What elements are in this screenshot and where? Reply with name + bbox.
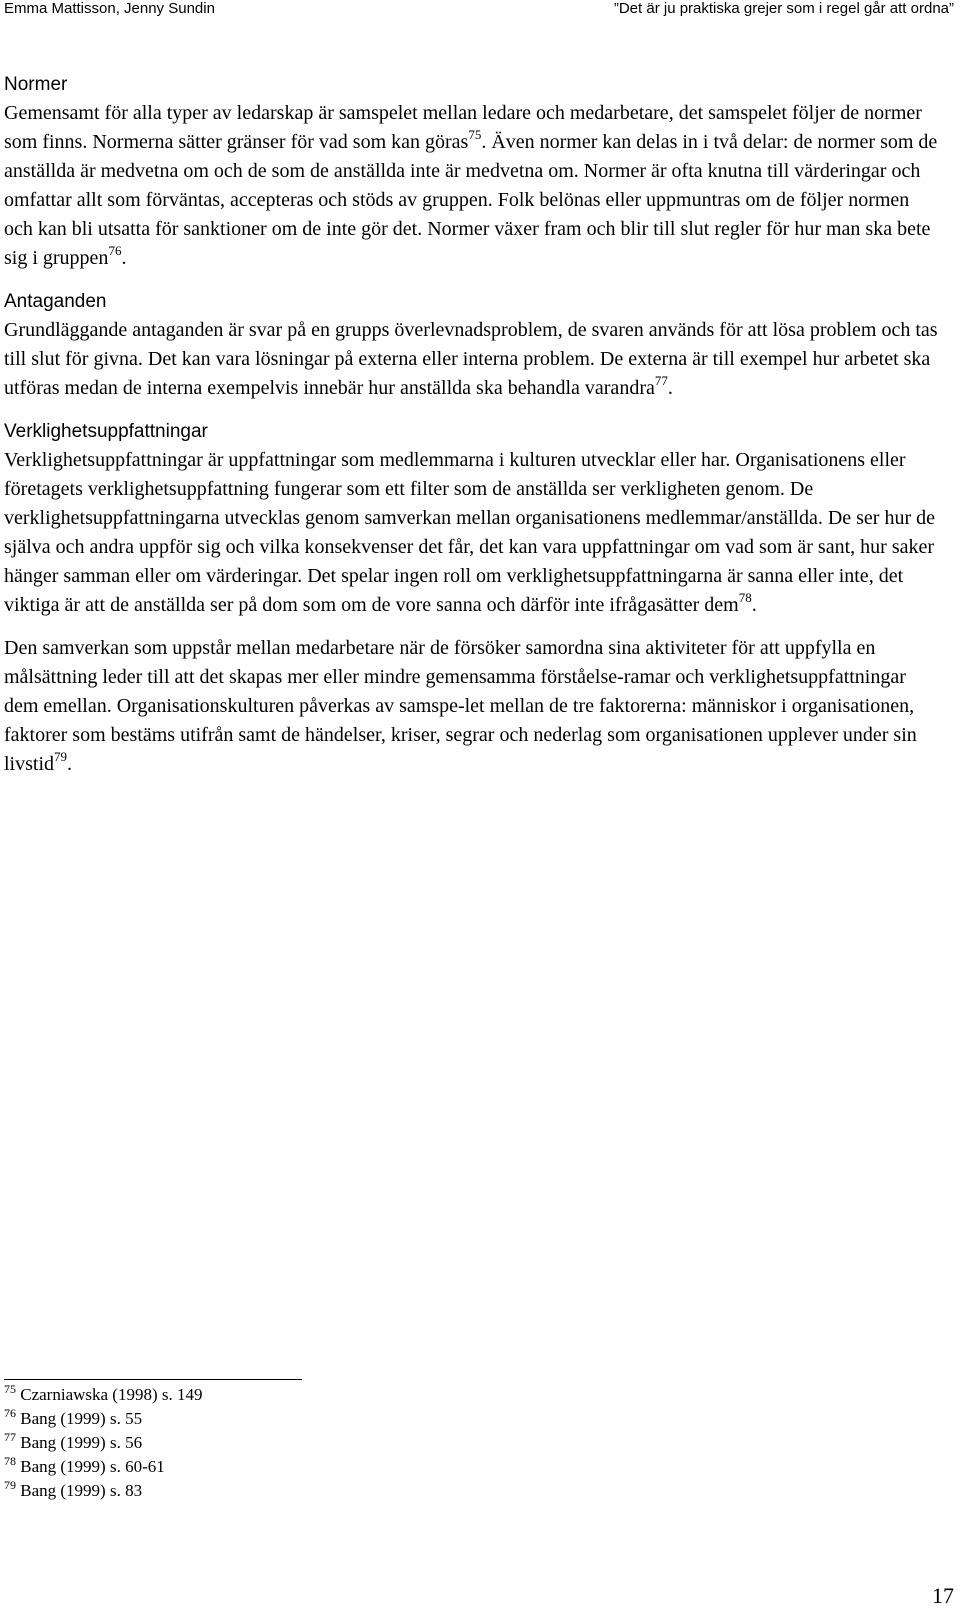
footnote-divider: [4, 1379, 302, 1380]
text-run: .: [751, 594, 757, 616]
text-run: Gemensamt för alla typer av ledarskap är samspelet mellan ledare och medarbetare, det samspelet följer de normer som finns. Normerna sätter gränser för vad som kan göras: [4, 102, 922, 153]
text-run: Grundläggande antaganden är svar på en grupps överlevnadsproblem, de svaren används för att lösa problem och tas till slut för givna. Det kan vara lösningar på externa eller interna problem. De externa är till exempel hur arbetet ska utföras medan de interna exempelvis innebär hur anställda ska behandla varandra: [4, 319, 938, 399]
running-header: [0, 0, 960, 20]
page-number: 17: [932, 1583, 954, 1608]
text-run: . Även normer kan delas in i två delar: de normer som de anställda är medvetna om och de som de anställda inte är medvetna om. Normer är ofta knutna till värderingar och omfattar allt som förväntas, accepteras och stöds av gruppen. Folk belönas eller uppmuntras om de följer normen och kan bli utsatta för sanktioner om de inte gör det. Normer växer fram och blir till slut regler för hur man ska bete sig i gruppen: [4, 131, 938, 269]
footnote-ref[interactable]: 75: [468, 127, 482, 142]
footnote-text: Bang (1999) s. 56: [16, 1433, 143, 1452]
footnote-ref[interactable]: 77: [654, 373, 668, 388]
footnote: [4, 1479, 203, 1503]
footnote-number: 76: [4, 1406, 16, 1420]
body-text: [4, 70, 940, 793]
section-heading: Verklighetsuppfattningar: [4, 421, 208, 442]
footnote: [4, 1431, 203, 1455]
section-heading: Antaganden: [4, 291, 107, 312]
section-paragraph: [4, 634, 940, 779]
footnote-text: Bang (1999) s. 55: [16, 1409, 143, 1428]
text-run: .: [121, 247, 127, 269]
footnote-number: 78: [4, 1454, 16, 1468]
section-antaganden: [4, 287, 940, 403]
section-paragraph: [4, 99, 940, 273]
footnote-ref[interactable]: 76: [108, 243, 122, 258]
footnote-number: 75: [4, 1382, 16, 1396]
footnote: [4, 1383, 203, 1407]
text-run: Verklighetsuppfattningar är uppfattningar som medlemmarna i kulturen utvecklar eller har. Organisationens eller företagets verklighetsuppfattning fungerar som ett filter som de anställda ser verkligheten genom. De verklighetsuppfattningarna utvecklas genom samverkan mellan organisationens medlemmar/anställda. De ser hur de själva och andra uppför sig och vilka konsekvenser det får, det kan vara uppfattningar om vad som är sant, hur saker hänger samman eller om värderingar. Det spelar ingen roll om verklighetsuppfattningarna är sanna eller inte, det viktiga är att de anställda ser på dom som om de vore sanna och därför inte ifrågasätter dem: [4, 449, 936, 616]
footnotes: [4, 1383, 203, 1503]
text-run: .: [67, 753, 73, 775]
footnote-text: Bang (1999) s. 83: [16, 1481, 143, 1500]
text-run: .: [667, 377, 673, 399]
footnote-ref[interactable]: 78: [738, 590, 752, 605]
header-authors: Emma Mattisson, Jenny Sundin: [4, 0, 215, 17]
footnote-text: Bang (1999) s. 60-61: [16, 1457, 165, 1476]
text-run: Den samverkan som uppstår mellan medarbetare när de försöker samordna sina aktiviteter för att uppfylla en målsättning leder till att det skapas mer eller mindre gemensamma förståelse-ramar och verklighetsuppfattningar dem emellan. Organisationskulturen påverkas av samspe-let mellan de tre faktorerna: människor i organisationen, faktorer som bestäms utifrån samt de händelser, kriser, segrar och nederlag som organisationen upplever under sin livstid: [4, 637, 917, 775]
section-verklighetsuppfattningar: [4, 417, 940, 620]
footnote-text: Czarniawska (1998) s. 149: [16, 1385, 203, 1404]
footnote-ref[interactable]: 79: [54, 749, 68, 764]
section-normer: [4, 70, 940, 273]
section-closing: [4, 634, 940, 779]
section-paragraph: [4, 316, 940, 403]
section-heading: Normer: [4, 74, 68, 95]
footnote-number: 79: [4, 1478, 16, 1492]
footnote: [4, 1407, 203, 1431]
footnote-number: 77: [4, 1430, 16, 1444]
header-title: ”Det är ju praktiska grejer som i regel går att ordna”: [613, 0, 954, 17]
footnote: [4, 1455, 203, 1479]
section-paragraph: [4, 446, 940, 620]
